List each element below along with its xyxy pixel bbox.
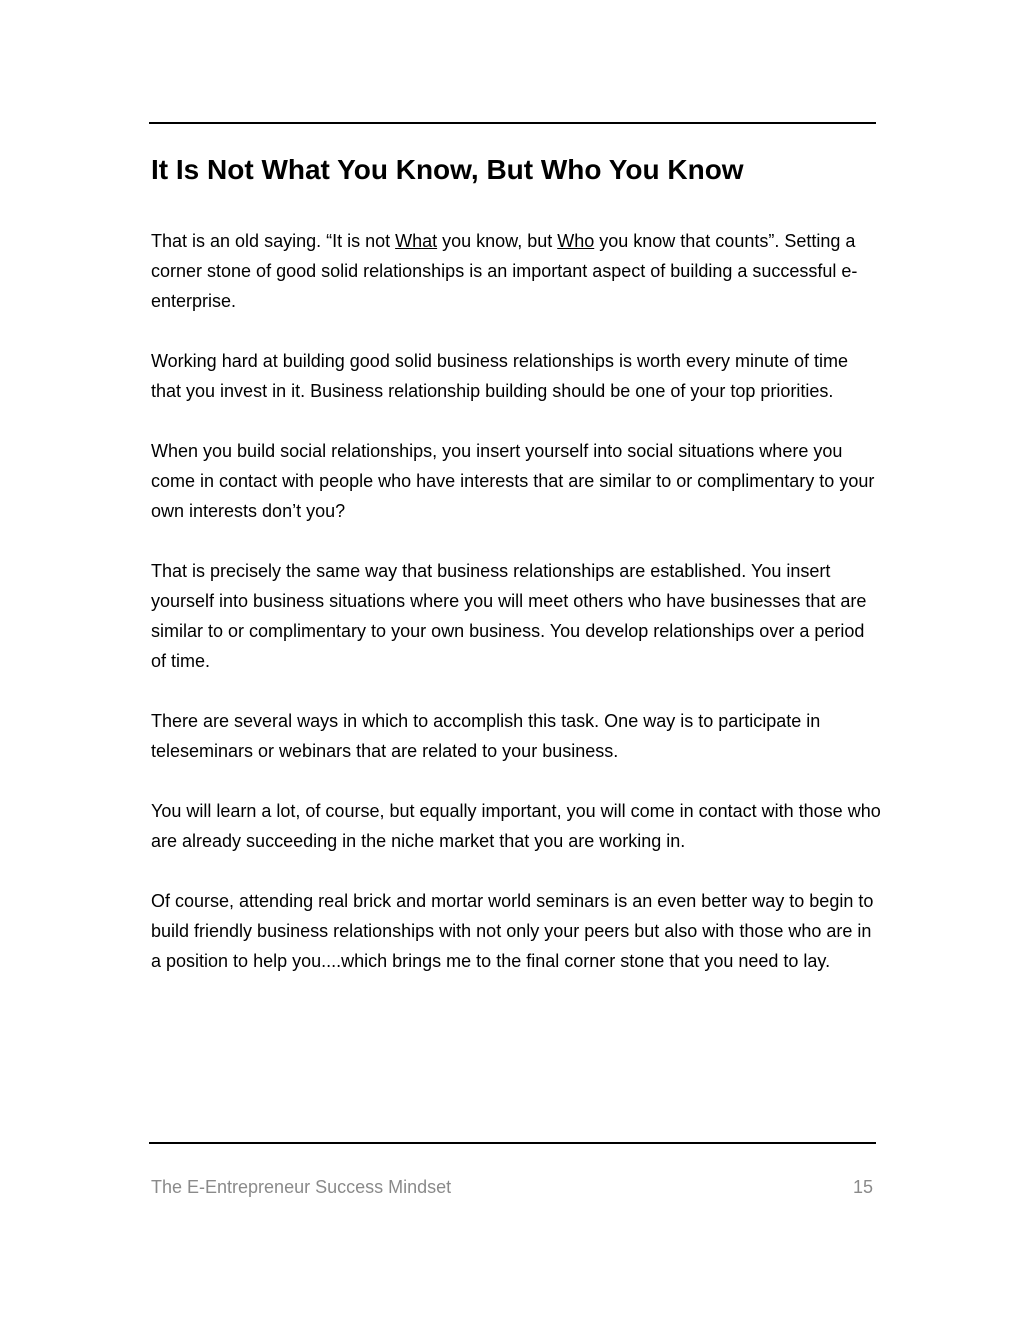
paragraph-1 — [151, 226, 881, 316]
paragraph-7: Of course, attending real brick and mortar world seminars is an even better way to begin to build friendly business relationships with not only your peers but also with those who are in a position to help you....which brings me to the final corner stone that you need to lay. — [151, 891, 874, 971]
underlined-what: What — [395, 231, 438, 251]
paragraph-1-part-b: you know, but — [437, 231, 558, 251]
paragraph-4: That is precisely the same way that business relationships are established. You insert yourself into business situations where you will meet others who have businesses that are similar to or complimentary to your own business. You develop relationships over a period of time. — [151, 561, 867, 671]
paragraph-1-part-a: That is an old saying. “It is not — [151, 231, 396, 251]
paragraph-3: When you build social relationships, you insert yourself into social situations where you come in contact with people who have interests that are similar to or complimentary to your own interests don’t you? — [151, 441, 875, 521]
paragraph-2: Working hard at building good solid business relationships is worth every minute of time that you invest in it. Business relationship building should be one of your top priorities. — [151, 351, 849, 401]
section-heading: It Is Not What You Know, But Who You Know — [151, 154, 744, 185]
body-text — [151, 226, 881, 1006]
footer-title: The E-Entrepreneur Success Mindset — [151, 1177, 452, 1197]
paragraph-5: There are several ways in which to accomplish this task. One way is to participate in teleseminars or webinars that are related to your business. — [151, 711, 821, 761]
paragraph-6: You will learn a lot, of course, but equally important, you will come in contact with those who are already succeeding in the niche market that you are working in. — [151, 801, 881, 851]
page-number: 15 — [852, 1177, 873, 1197]
top-divider — [149, 122, 876, 124]
bottom-divider — [149, 1142, 876, 1144]
underlined-who: Who — [557, 231, 595, 251]
paragraph-1-part-c: you know that counts”. Setting a corner stone of good solid relationships is an important aspect of building a successful e-enterprise. — [151, 231, 858, 311]
